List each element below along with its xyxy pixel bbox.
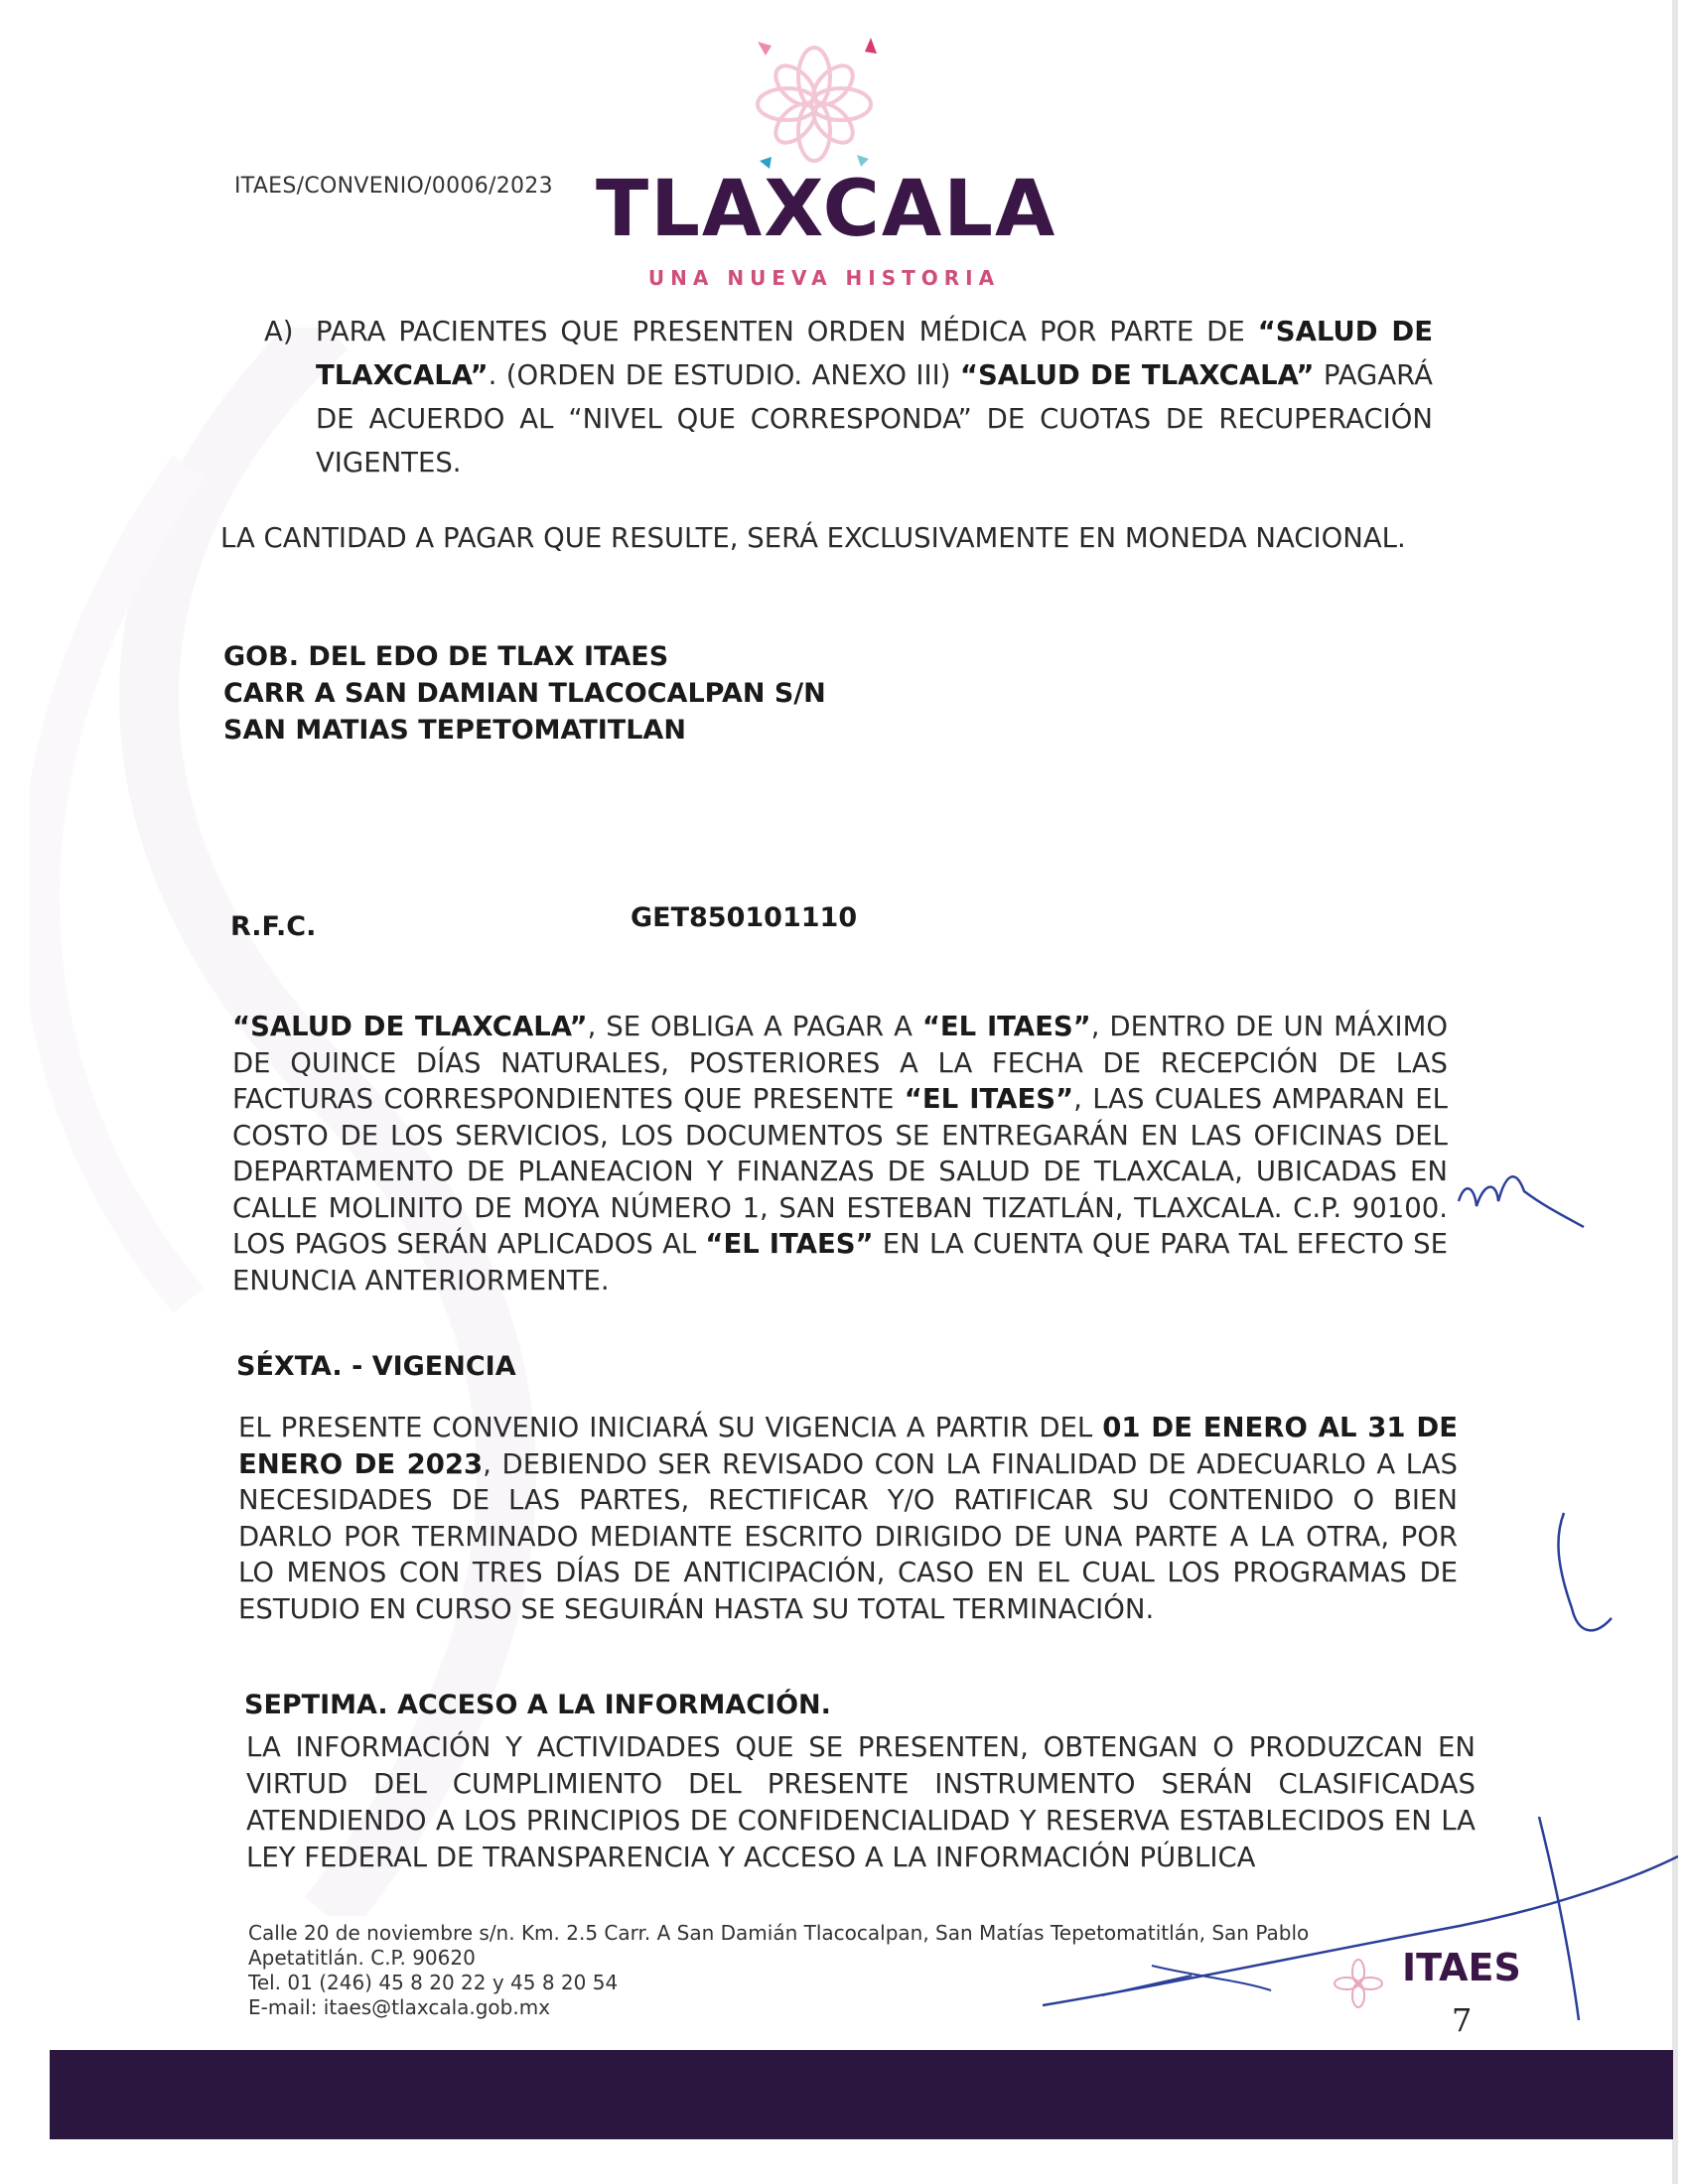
obligation-paragraph bbox=[232, 1009, 1448, 1298]
septima-heading: SEPTIMA. ACCESO A LA INFORMACIÓN. bbox=[244, 1690, 831, 1720]
sexta-paragraph bbox=[238, 1410, 1458, 1627]
rfc-value: GET850101110 bbox=[631, 902, 858, 933]
footer-address-line-2: Apetatitlán. C.P. 90620 bbox=[248, 1946, 476, 1970]
document-reference: ITAES/CONVENIO/0006/2023 bbox=[234, 174, 553, 199]
tlaxcala-flower-logo-icon bbox=[730, 30, 899, 174]
obligation-text-2: , DENTRO DE UN MÁXIMO DE QUINCE DÍAS NATURALES, POSTERIORES A LA FECHA DE RECEPCIÓN DE LAS FACTURAS CORRESPONDIENTES QUE PRESENTE bbox=[232, 1011, 1448, 1115]
itaes-flower-icon bbox=[1329, 1954, 1388, 2013]
obligation-text-4: EN LA CUENTA QUE PARA TAL EFECTO SE ENUNCIA ANTERIORMENTE. bbox=[232, 1228, 1449, 1297]
sexta-heading: SÉXTA. - VIGENCIA bbox=[236, 1351, 516, 1382]
rfc-label: R.F.C. bbox=[230, 911, 317, 942]
obligation-text-3: , LAS CUALES AMPARAN EL COSTO DE LOS SERVICIOS, LOS DOCUMENTOS SE ENTREGARÁN EN LAS OFICINAS DEL DEPARTAMENTO DE PLANEACION Y FINANZAS DE SALUD DE TLAXCALA, UBICADAS EN CALLE MOLINITO DE MOYA NÚMERO 1, SAN ESTEBAN TIZATLÁN, TLAXCALA. C.P. 90100. LOS PAGOS SERÁN APLICADOS AL bbox=[232, 1083, 1449, 1260]
obligation-bold-1: “SALUD DE TLAXCALA” bbox=[232, 1011, 588, 1042]
logo-subtitle: UNA NUEVA HISTORIA bbox=[647, 266, 1001, 290]
septima-paragraph: LA INFORMACIÓN Y ACTIVIDADES QUE SE PRESENTEN, OBTENGAN O PRODUZCAN EN VIRTUD DEL CUMPLIMIENTO DEL PRESENTE INSTRUMENTO SERÁN CLASIFICADAS ATENDIENDO A LOS PRINCIPIOS DE CONFIDENCIALIDAD Y RESERVA ESTABLECIDOS EN LA LEY FEDERAL DE TRANSPARENCIA Y ACCESO A LA INFORMACIÓN PÚBLICA bbox=[246, 1731, 1476, 1873]
address-line-2: CARR A SAN DAMIAN TLACOCALPAN S/N bbox=[223, 678, 826, 709]
obligation-bold-2: “EL ITAES” bbox=[921, 1011, 1091, 1042]
obligation-text-1: , SE OBLIGA A PAGAR A bbox=[587, 1011, 922, 1042]
sexta-bold-dates: 01 DE ENERO AL 31 DE ENERO DE 2023 bbox=[238, 1412, 1458, 1480]
clause-a-bold-1: “SALUD DE TLAXCALA” bbox=[316, 316, 1433, 391]
sexta-text-1: EL PRESENTE CONVENIO INICIARÁ SU VIGENCIA A PARTIR DEL bbox=[238, 1412, 1103, 1443]
obligation-bold-3: “EL ITAES” bbox=[904, 1083, 1074, 1115]
page-number: 7 bbox=[1452, 2001, 1473, 2039]
address-line-3: SAN MATIAS TEPETOMATITLAN bbox=[223, 715, 686, 746]
payment-note: LA CANTIDAD A PAGAR QUE RESULTE, SERÁ EXCLUSIVAMENTE EN MONEDA NACIONAL. bbox=[220, 522, 1406, 554]
initials-signature-2 bbox=[1554, 1509, 1623, 1648]
footer-phone: Tel. 01 (246) 45 8 20 22 y 45 8 20 54 bbox=[248, 1971, 619, 1994]
footer-color-bar bbox=[50, 2050, 1673, 2139]
footer-email: E-mail: itaes@tlaxcala.gob.mx bbox=[248, 1995, 551, 2019]
obligation-bold-4: “EL ITAES” bbox=[705, 1228, 874, 1260]
clause-a-text-2: . (ORDEN DE ESTUDIO. ANEXO III) bbox=[488, 359, 960, 391]
logo-title: TLAXCALA bbox=[596, 165, 1057, 254]
clause-a-text-3: PAGARÁ DE ACUERDO AL “NIVEL QUE CORRESPONDA” DE CUOTAS DE RECUPERACIÓN VIGENTES. bbox=[316, 359, 1433, 478]
itaes-logo-word: ITAES bbox=[1402, 1946, 1521, 1989]
address-block bbox=[223, 638, 826, 749]
clause-a-marker: A) bbox=[264, 316, 294, 347]
footer-contact bbox=[248, 1921, 1309, 2020]
address-line-1: GOB. DEL EDO DE TLAX ITAES bbox=[223, 641, 669, 672]
clause-a-text-1: PARA PACIENTES QUE PRESENTEN ORDEN MÉDICA POR PARTE DE bbox=[316, 316, 1258, 347]
initials-signature-1 bbox=[1455, 1161, 1589, 1231]
footer-address-line-1: Calle 20 de noviembre s/n. Km. 2.5 Carr. A San Damián Tlacocalpan, San Matías Tepetomatitlán, San Pablo bbox=[248, 1921, 1310, 1945]
sexta-text-2: , DEBIENDO SER REVISADO CON LA FINALIDAD DE ADECUARLO A LAS NECESIDADES DE LAS PARTES, RECTIFICAR Y/O RATIFICAR SU CONTENIDO O BIEN DARLO POR TERMINADO MEDIANTE ESCRITO DIRIGIDO DE UNA PARTE A LA OTRA, POR LO MENOS CON TRES DÍAS DE ANTICIPACIÓN, CASO EN EL CUAL LOS PROGRAMAS DE ESTUDIO EN CURSO SE SEGUIRÁN HASTA SU TOTAL TERMINACIÓN. bbox=[238, 1447, 1458, 1625]
clause-a-paragraph bbox=[316, 310, 1433, 484]
clause-a-bold-2: “SALUD DE TLAXCALA” bbox=[959, 359, 1315, 391]
